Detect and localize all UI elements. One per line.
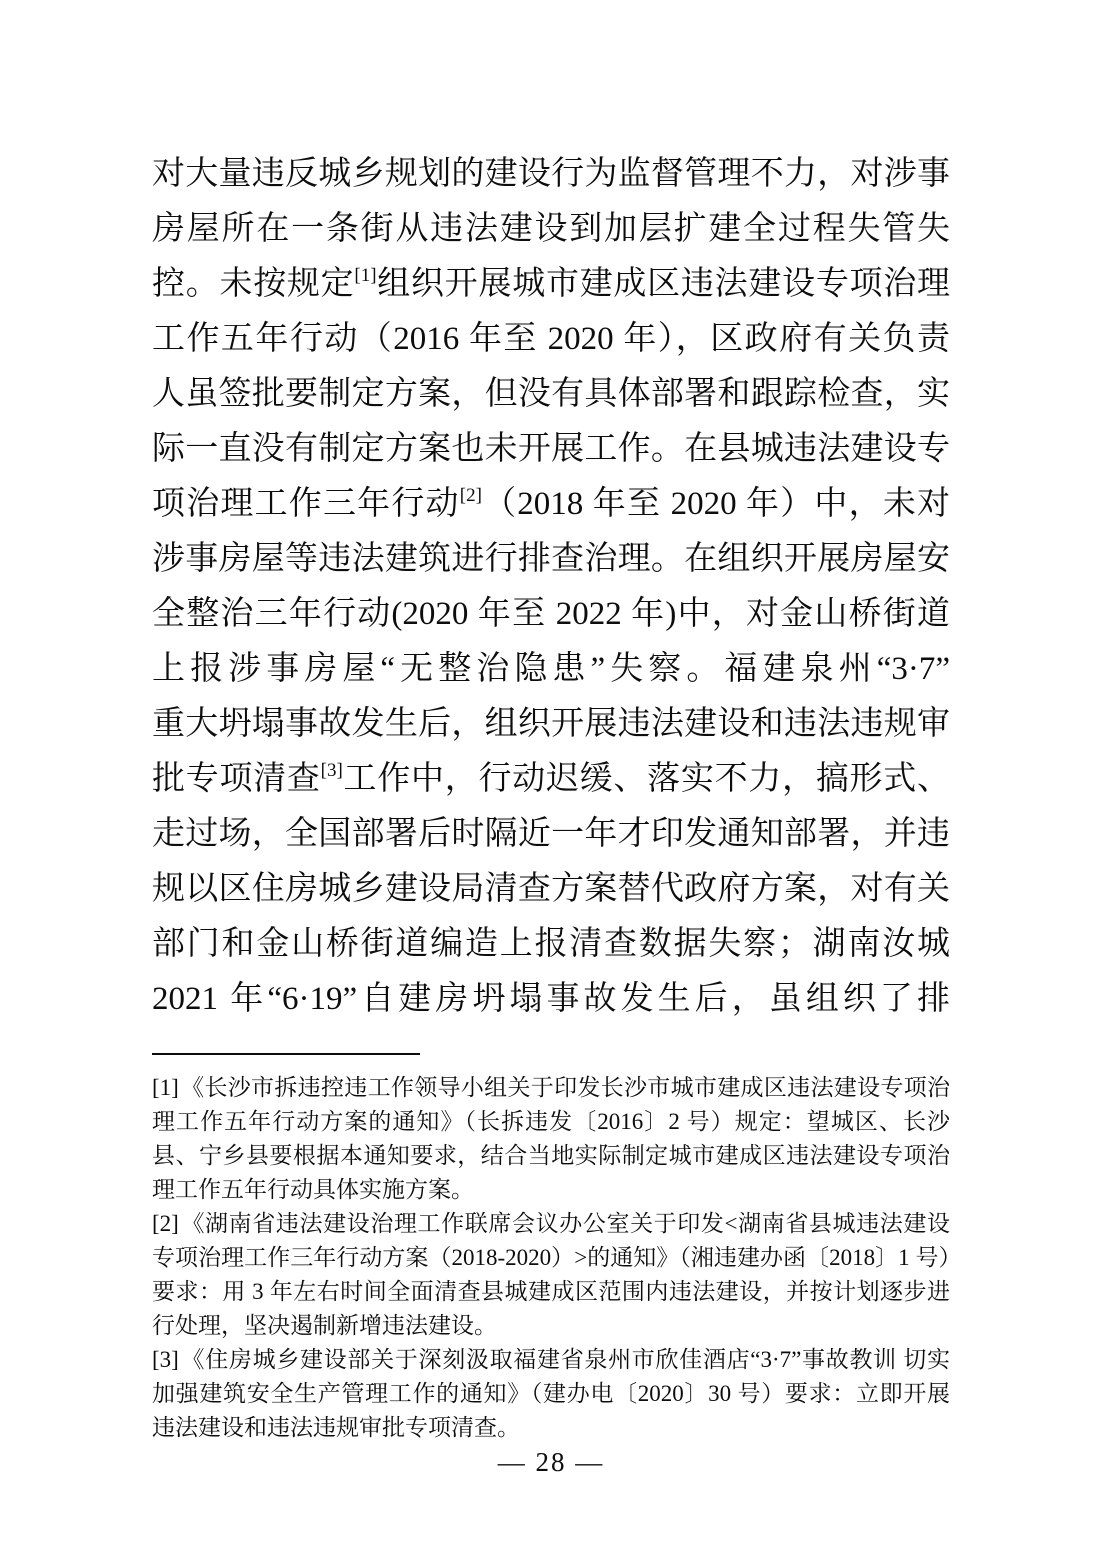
body-text-segment: 工作五年行动（2016 年至 2020 年），区政府有关负责 [152,321,950,357]
body-text-line [152,532,950,587]
body-text-segment: 对大量违反城乡规划的建设行为监督管理不力，对涉事 [152,156,950,192]
body-text-segment: 际一直没有制定方案也未开展工作。在县城违法建设专 [152,431,950,467]
body-text-segment: 重大坍塌事故发生后，组织开展违法建设和违法违规审 [152,706,950,742]
footnotes-section [152,1071,950,1445]
body-text-line [152,862,950,917]
body-text-line [152,697,950,752]
body-text-segment: 上报涉事房屋“无整治隐患”失察。福建泉州“3·7” [152,651,950,687]
body-text-line [152,917,950,972]
body-text-line [152,642,950,697]
body-text-segment: 房屋所在一条街从违法建设到加层扩建全过程失管失 [152,211,950,247]
body-text-line [152,972,950,1027]
body-text-line [152,587,950,642]
body-text-segment: 规以区住房城乡建设局清查方案替代政府方案，对有关 [152,871,950,907]
body-text-line [152,312,950,367]
page-number: — 28 — [497,1447,605,1477]
body-text-line [152,202,950,257]
footnote-text: 《湖南省违法建设治理工作联席会议办公室关于印发<湖南省县城违法建设专项治理工作三年行动方案（2018-2020）>的通知》（湘违建办函〔2018〕1 号）要求：用 3 年左右时间全面清查县城建成区范围内违法建设，并按计划逐步进行处理，坚决遏制新增违法建设。 [152,1211,950,1338]
body-text-segment: 全整治三年行动(2020 年至 2022 年)中，对金山桥街道 [152,596,950,632]
footnote-marker: [1] [152,1075,179,1100]
footnote-text: 《住房城乡建设部关于深刻汲取福建省泉州市欣佳酒店“3·7”事故教训 切实加强建筑安全生产管理工作的通知》（建办电〔2020〕30 号）要求：立即开展违法建设和违法违规审批专项清查。 [152,1347,950,1440]
body-text-segment: 批专项清查 [152,761,321,797]
body-text-segment: 2021 年“6·19”自建房坍塌事故发生后，虽组织了排 [152,981,950,1017]
body-text-segment: （2018 年至 2020 年）中，未对 [481,486,950,522]
footnote-separator [152,1053,420,1055]
footnote-text: 《长沙市拆违控违工作领导小组关于印发长沙市城市建成区违法建设专项治理工作五年行动方案的通知》（长拆违发〔2016〕2 号）规定：望城区、长沙县、宁乡县要根据本通知要求，结合当地实际制定城市建成区违法建设专项治理工作五年行动具体实施方案。 [152,1075,950,1202]
body-text-line [152,752,950,807]
body-text-segment: 控。未按规定 [152,266,355,302]
body-text-segment: 走过场，全国部署后时隔近一年才印发通知部署，并违 [152,816,950,852]
footnote-item [152,1207,950,1343]
footnote-reference: [1] [354,265,377,286]
body-text-line [152,477,950,532]
body-text-line [152,147,950,202]
footnote-reference: [3] [320,760,343,781]
body-text-segment: 部门和金山桥街道编造上报清查数据失察；湖南汝城 [152,926,950,962]
footnote-marker: [3] [152,1347,179,1372]
body-text-segment: 工作中，行动迟缓、落实不力，搞形式、 [342,761,950,797]
body-text-line [152,807,950,862]
footnote-item [152,1343,950,1445]
body-text-segment: 项治理工作三年行动 [152,486,460,522]
body-text-segment: 组织开展城市建成区违法建设专项治理 [376,266,950,302]
body-text-block [152,147,950,1027]
body-text-line [152,422,950,477]
body-text-line [152,367,950,422]
footnote-marker: [2] [152,1211,179,1236]
footnote-item [152,1071,950,1207]
body-text-segment: 涉事房屋等违法建筑进行排查治理。在组织开展房屋安 [152,541,950,577]
footnote-reference: [2] [459,485,482,506]
body-text-segment: 人虽签批要制定方案，但没有具体部署和跟踪检查，实 [152,376,950,412]
body-text-line [152,257,950,312]
